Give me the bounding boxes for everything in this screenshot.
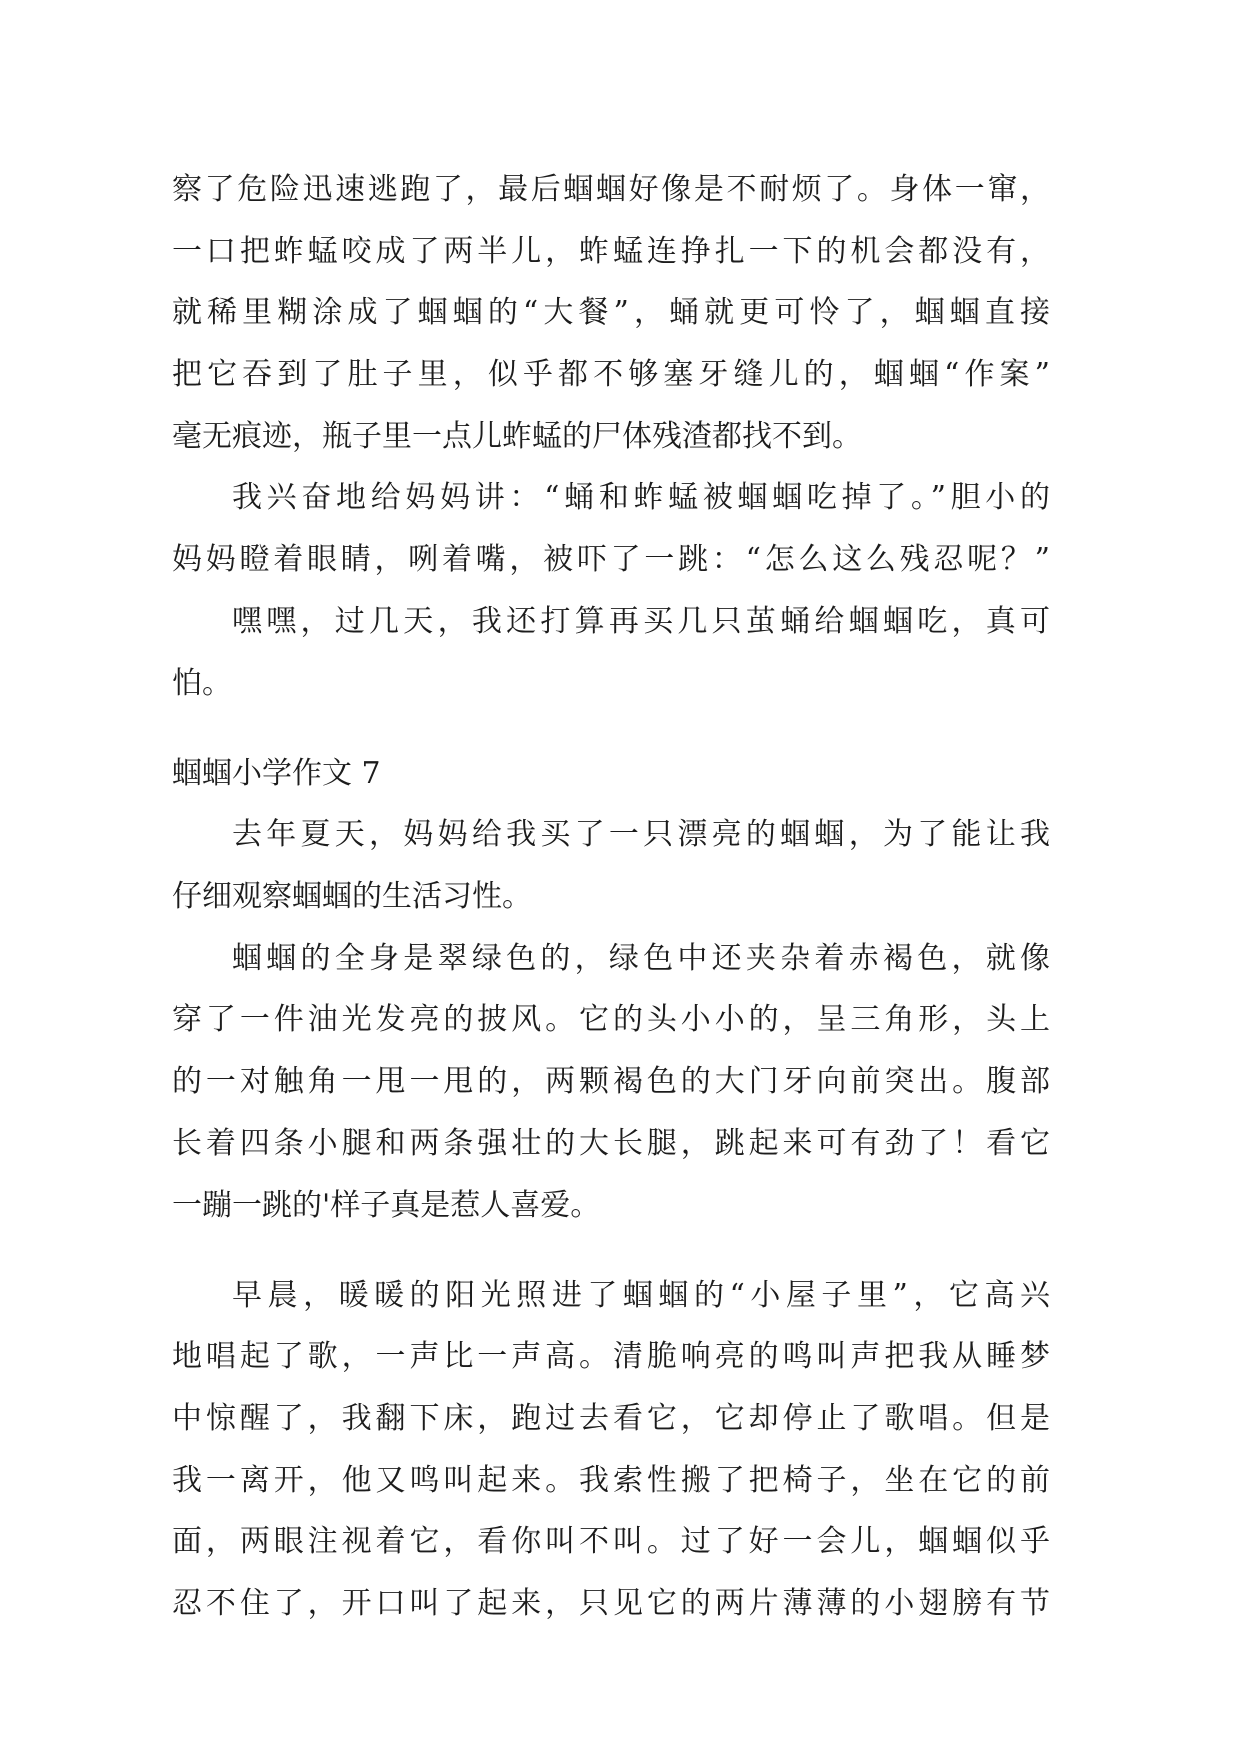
paragraph	[172, 1265, 1050, 1635]
text-line: 就稀里糊涂成了蝈蝈的“大餐”，蛹就更可怜了，蝈蝈直接	[172, 295, 1050, 331]
essay-title: 蝈蝈小学作文 7	[172, 755, 381, 791]
paragraph	[172, 591, 1050, 714]
text-line: 妈妈瞪着眼睛，咧着嘴，被吓了一跳：“怎么这么残忍呢？”	[172, 542, 1050, 578]
text-line: 长着四条小腿和两条强壮的大长腿，跳起来可有劲了！看它	[172, 1125, 1050, 1161]
text-line: 怕。	[172, 665, 232, 701]
text-line: 我一离开，他又鸣叫起来。我索性搬了把椅子，坐在它的前	[172, 1462, 1050, 1498]
text-line: 蝈蝈的全身是翠绿色的，绿色中还夹杂着赤褐色，就像	[232, 940, 1050, 976]
paragraph	[172, 467, 1050, 590]
text-line: 穿了一件油光发亮的披风。它的头小小的，呈三角形，头上	[172, 1002, 1050, 1038]
text-line: 我兴奋地给妈妈讲：“蛹和蚱蜢被蝈蝈吃掉了。”胆小的	[232, 480, 1050, 516]
paragraph	[172, 804, 1050, 927]
text-line: 地唱起了歌，一声比一声高。清脆响亮的鸣叫声把我从睡梦	[172, 1339, 1050, 1375]
text-line: 嘿嘿，过几天，我还打算再买几只茧蛹给蝈蝈吃，真可	[232, 603, 1050, 639]
text-line: 仔细观察蝈蝈的生活习性。	[172, 879, 532, 915]
text-line: 一口把蚱蜢咬成了两半儿，蚱蜢连挣扎一下的机会都没有，	[172, 233, 1050, 269]
text-line: 中惊醒了，我翻下床，跑过去看它，它却停止了歌唱。但是	[172, 1401, 1050, 1437]
text-line: 忍不住了，开口叫了起来，只见它的两片薄薄的小翅膀有节	[172, 1586, 1050, 1622]
text-line: 一蹦一跳的'样子真是惹人喜爱。	[172, 1187, 601, 1223]
text-line: 去年夏天，妈妈给我买了一只漂亮的蝈蝈，为了能让我	[232, 817, 1050, 853]
paragraph	[172, 928, 1050, 1236]
paragraph	[172, 159, 1050, 467]
text-line: 毫无痕迹，瓶子里一点儿蚱蜢的尸体残渣都找不到。	[172, 418, 862, 454]
text-line: 面，两眼注视着它，看你叫不叫。过了好一会儿，蝈蝈似乎	[172, 1524, 1050, 1560]
text-line: 把它吞到了肚子里，似乎都不够塞牙缝儿的，蝈蝈“作案”	[172, 357, 1050, 393]
document-body	[172, 159, 1050, 1635]
text-line: 的一对触角一甩一甩的，两颗褐色的大门牙向前突出。腹部	[172, 1064, 1050, 1100]
text-line: 察了危险迅速逃跑了，最后蝈蝈好像是不耐烦了。身体一窜，	[172, 172, 1050, 207]
text-line: 早晨，暖暖的阳光照进了蝈蝈的“小屋子里”，它高兴	[232, 1277, 1050, 1313]
